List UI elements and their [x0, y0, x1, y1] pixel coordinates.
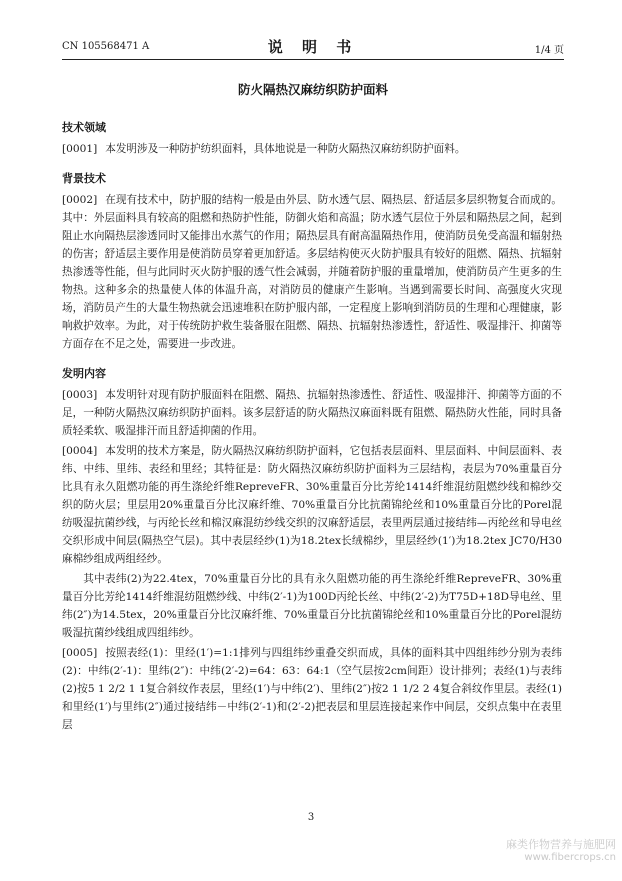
watermark-url: www.fibercrops.cn	[524, 852, 616, 863]
paragraph-label: [0004]	[62, 445, 98, 457]
paragraph-label: [0001]	[62, 143, 98, 155]
section-heading-summary: 发明内容	[62, 367, 106, 380]
paragraph-0004	[62, 442, 562, 568]
paragraph-0004-continued	[62, 570, 562, 642]
paragraph-text: 按照表经(1)：里经(1′)=1:1排列与四组纬纱重叠交织而成，具体的面料其中四组纬纱分别为表纬(2)：中纬(2′-1)：里纬(2″)：中纬(2′-2)=64：63：64:1（空气层按2cm间距）设计排列；表经(1)与表纬(2)按5 1 2/2 1 1复合斜纹作表层，里经(1′)与中纬(2′)、里纬(2″)按2 1 1/2 2 4复合斜纹作里层。表经(1)和里经(1′)与里纬(2″)通过接结纬－中纬(2′-1)和(2′-2)把表层和里层连接起来作中间层，交织点集中在表里层	[62, 647, 562, 731]
page-number: 3	[307, 812, 315, 823]
section-heading-field: 技术领域	[62, 121, 106, 134]
paragraph-0003	[62, 386, 562, 440]
paragraph-text: 本发明的技术方案是，防火隔热汉麻纺织防护面料，它包括表层面料、里层面料、中间层面料、表纬、中纬、里纬、表经和里经；其特征是：防火隔热汉麻纺织防护面料为三层结构，表层为70%重量百分比具有永久阻燃功能的再生涤纶纤维RepreveFR、30%重量百分比芳纶1414纤维混纺阻燃纱线和棉纱交织的防火层；里层用20%重量百分比汉麻纤维、70%重量百分比抗菌锦纶丝和10%重量百分比的Porel混纺吸湿抗菌纱线，与丙纶长丝和棉汉麻混纺纱线交织的汉麻舒适层，表里两层通过接结纬—丙纶丝和导电丝交织形成中间层(隔热空气层)。其中表层经纱(1)为18.2tex长绒棉纱，里层经纱(1′)为18.2tex JC70/H30麻棉纱组成两组经纱。	[62, 445, 562, 565]
paragraph-text: 本发明针对现有防护服面料在阻燃、隔热、抗辐射热渗透性、舒适性、吸湿排汗、抑菌等方面的不足，一种防火隔热汉麻纺织防护面料。该多层舒适的防火隔热汉麻面料既有阻燃、隔热防火性能，同时具备质轻柔软、吸湿排汗而且舒适抑菌的作用。	[62, 389, 562, 437]
paragraph-label: [0003]	[62, 389, 98, 401]
page-indicator: 1/4 页	[534, 45, 564, 56]
section-heading-background: 背景技术	[62, 172, 106, 185]
paragraph-label: [0002]	[62, 194, 98, 206]
patent-number: CN 105568471 A	[62, 41, 150, 52]
invention-title: 防火隔热汉麻纺织防护面料	[237, 82, 388, 97]
paragraph-0001	[62, 140, 562, 158]
page-header	[62, 32, 564, 56]
paragraph-text: 本发明涉及一种防护纺织面料，具体地说是一种防火隔热汉麻纺织防护面料。	[105, 143, 466, 155]
paragraph-label: [0005]	[62, 647, 98, 659]
watermark	[506, 836, 616, 863]
document-title: 说 明 书	[267, 38, 359, 56]
paragraph-text: 在现有技术中，防护服的结构一般是由外层、防水透气层、隔热层、舒适层多层织物复合而成的。其中：外层面料具有较高的阻燃和热防护性能，防御火焰和高温；防水透气层位于外层和隔热层之间，起到阻止水向隔热层渗透同时又能排出水蒸气的作用；隔热层具有耐高温隔热作用，使消防员免受高温和辐射热的伤害；舒适层主要作用是使消防员穿着更加舒适。多层结构使灭火防护服具有较好的阻燃、隔热、抗辐射热渗透等性能，但与此同时灭火防护服的透气性会减弱，并随着防护服的重量增加，使消防员产生更多的生物热。这种多余的热量使人体的体温升高，对消防员的健康产生影响。当遇到需要长时间、高强度火灾现场，消防员产生的大量生物热就会迅速堆积在防护服内部，一定程度上影响到消防员的生理和心理健康，影响救护效率。为此，对于传统防护救生装备服在阻燃、隔热、抗辐射热渗透性，舒适性、吸湿排汗、抑菌等方面存在不足之处，需要进一步改进。	[62, 194, 562, 350]
document-body	[62, 119, 562, 736]
header-divider	[62, 59, 564, 60]
paragraph-0002	[62, 191, 562, 353]
paragraph-text: 其中表纬(2)为22.4tex，70%重量百分比的具有永久阻燃功能的再生涤纶纤维RepreveFR、30%重量百分比芳纶1414纤维混纺阻燃纱线、中纬(2′-1)为100D丙纶长丝、中纬(2′-2)为T75D+18D导电丝、里纬(2″)为14.5tex，20%重量百分比汉麻纤维、70%重量百分比抗菌锦纶丝和10%重量百分比的Porel混纺吸湿抗菌纱线组成四组纬纱。	[62, 573, 562, 639]
paragraph-0005	[62, 644, 562, 734]
watermark-site-name: 麻类作物营养与施肥网	[506, 838, 616, 851]
